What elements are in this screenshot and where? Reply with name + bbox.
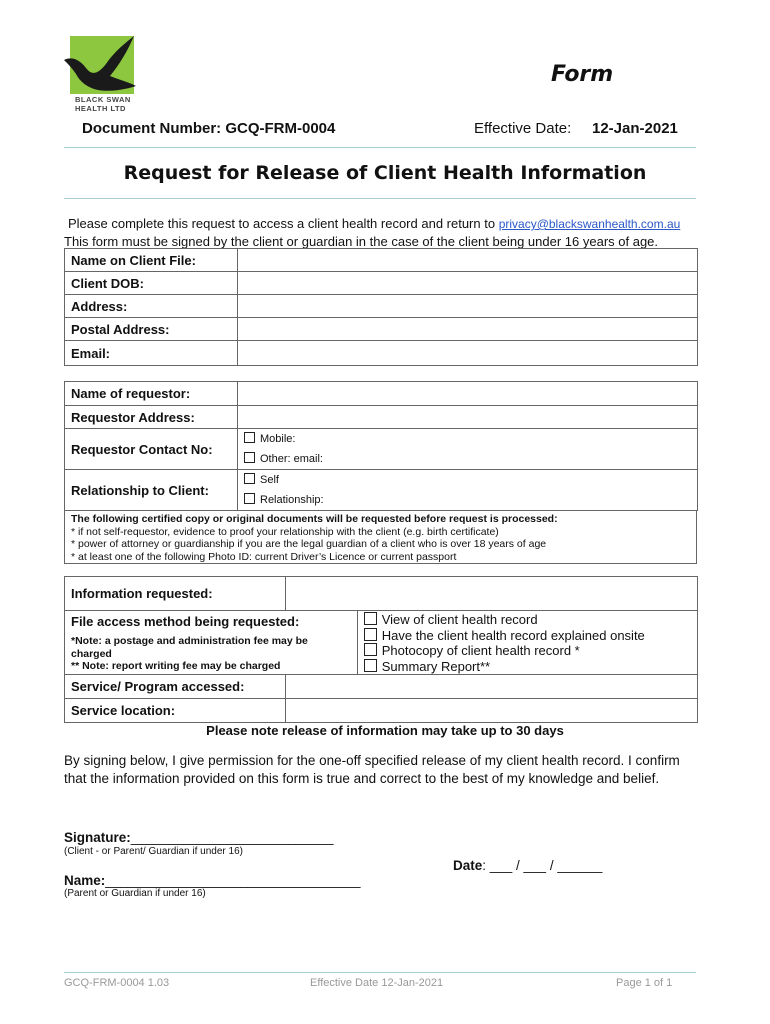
relationship-label: Relationship to Client: bbox=[65, 470, 238, 511]
report-fee-note: ** Note: report writing fee may be charged bbox=[71, 660, 281, 672]
header-rule bbox=[64, 147, 696, 148]
explained-checkbox[interactable] bbox=[364, 628, 377, 641]
name-line[interactable]: __________________________________ bbox=[105, 873, 361, 888]
requestor-address-label: Requestor Address: bbox=[65, 406, 238, 429]
release-time-note: Please note release of information may take up to 30 days bbox=[206, 723, 564, 738]
summary-checkbox[interactable] bbox=[364, 659, 377, 672]
requestor-table bbox=[64, 381, 698, 511]
intro-line2: This form must be signed by the client or guardian in the case of the client being under 16 years of age. bbox=[64, 234, 659, 249]
intro-text: Please complete this request to access a client health record and return to bbox=[68, 216, 499, 231]
client-dob-field[interactable] bbox=[238, 272, 698, 295]
footer-page-number: Page 1 of 1 bbox=[616, 977, 673, 989]
access-option-view[interactable]: View of client health record bbox=[364, 612, 691, 628]
info-requested-label: Information requested: bbox=[65, 577, 286, 611]
relationship-option-self[interactable]: Self bbox=[244, 470, 691, 490]
service-program-label: Service/ Program accessed: bbox=[65, 675, 286, 699]
client-postal-field[interactable] bbox=[238, 318, 698, 341]
form-label: Form bbox=[551, 62, 614, 87]
access-method-label: File access method being requested: bbox=[71, 614, 300, 629]
date-fields[interactable]: : ___ / ___ / ______ bbox=[482, 858, 603, 873]
certified-note-item: * at least one of the following Photo ID: current Driver’s Licence or current passport bbox=[71, 550, 457, 563]
relationship-option-other[interactable]: Relationship: bbox=[244, 490, 691, 510]
logo-text-line2: HEALTH LTD bbox=[75, 104, 126, 113]
requestor-name-field[interactable] bbox=[238, 382, 698, 406]
signature-sub: (Client - or Parent/ Guardian if under 16) bbox=[64, 846, 243, 857]
requestor-name-label: Name of requestor: bbox=[65, 382, 238, 406]
information-table bbox=[64, 576, 698, 723]
page-title: Request for Release of Client Health Information bbox=[123, 162, 647, 184]
contact-option-mobile[interactable]: Mobile: bbox=[244, 429, 691, 449]
access-option-summary[interactable]: Summary Report** bbox=[364, 659, 691, 675]
signature-line[interactable]: ___________________________ bbox=[130, 830, 334, 845]
client-postal-label: Postal Address: bbox=[65, 318, 238, 341]
photocopy-checkbox[interactable] bbox=[364, 643, 377, 656]
effective-date-label: Effective Date: bbox=[474, 120, 572, 137]
certified-note-item: * if not self-requestor, evidence to proof your relationship with the client (e.g. birth certificate) bbox=[71, 525, 499, 538]
info-requested-field[interactable] bbox=[286, 577, 698, 611]
intro-line1 bbox=[68, 216, 680, 231]
footer-doc-ref: GCQ-FRM-0004 1.03 bbox=[64, 977, 170, 989]
name-row bbox=[64, 873, 361, 888]
email-checkbox[interactable] bbox=[244, 452, 255, 463]
view-checkbox[interactable] bbox=[364, 612, 377, 625]
certified-documents-note bbox=[64, 510, 697, 564]
access-option-photocopy[interactable]: Photocopy of client health record * bbox=[364, 643, 691, 659]
service-location-field[interactable] bbox=[286, 699, 698, 723]
date-label: Date bbox=[453, 858, 483, 873]
title-rule bbox=[64, 198, 696, 199]
client-info-table bbox=[64, 248, 698, 366]
access-options bbox=[357, 611, 697, 675]
contact-option-email[interactable]: Other: email: bbox=[244, 449, 691, 469]
footer-rule bbox=[64, 972, 696, 973]
signature-label: Signature: bbox=[64, 830, 131, 845]
name-label: Name: bbox=[64, 873, 106, 888]
requestor-address-field[interactable] bbox=[238, 406, 698, 429]
consent-paragraph: By signing below, I give permission for the one-off specified release of my client health record. I confirm that the information provided on this form is true and correct to the best of my knowledge and belief. bbox=[64, 753, 680, 786]
mobile-checkbox[interactable] bbox=[244, 432, 255, 443]
name-sub: (Parent or Guardian if under 16) bbox=[64, 888, 206, 899]
service-program-field[interactable] bbox=[286, 675, 698, 699]
postage-fee-note: *Note: a postage and administration fee may be charged bbox=[71, 635, 308, 660]
client-name-label: Name on Client File: bbox=[65, 249, 238, 272]
client-name-field[interactable] bbox=[238, 249, 698, 272]
access-method-cell bbox=[65, 611, 358, 675]
date-row bbox=[453, 858, 602, 873]
requestor-contact-options bbox=[238, 429, 698, 470]
certified-note-heading: The following certified copy or original documents will be requested before request is processed: bbox=[71, 513, 558, 525]
client-email-field[interactable] bbox=[238, 341, 698, 366]
logo-text-line1: BLACK SWAN bbox=[75, 95, 131, 104]
self-checkbox[interactable] bbox=[244, 473, 255, 484]
client-dob-label: Client DOB: bbox=[65, 272, 238, 295]
privacy-email-link[interactable]: privacy@blackswanhealth.com.au bbox=[498, 217, 681, 231]
access-option-explained[interactable]: Have the client health record explained onsite bbox=[364, 628, 691, 644]
effective-date-value: 12-Jan-2021 bbox=[592, 120, 678, 137]
client-address-field[interactable] bbox=[238, 295, 698, 318]
document-number: Document Number: GCQ-FRM-0004 bbox=[82, 120, 336, 137]
certified-note-item: * power of attorney or guardianship if you are the legal guardian of a client who is over 18 years of age bbox=[71, 538, 547, 550]
relationship-options bbox=[238, 470, 698, 511]
client-email-label: Email: bbox=[65, 341, 238, 366]
footer-effective-date: Effective Date 12-Jan-2021 bbox=[310, 977, 444, 989]
client-address-label: Address: bbox=[65, 295, 238, 318]
requestor-contact-label: Requestor Contact No: bbox=[65, 429, 238, 470]
signature-row bbox=[64, 830, 333, 845]
relationship-checkbox[interactable] bbox=[244, 493, 255, 504]
service-location-label: Service location: bbox=[65, 699, 286, 723]
